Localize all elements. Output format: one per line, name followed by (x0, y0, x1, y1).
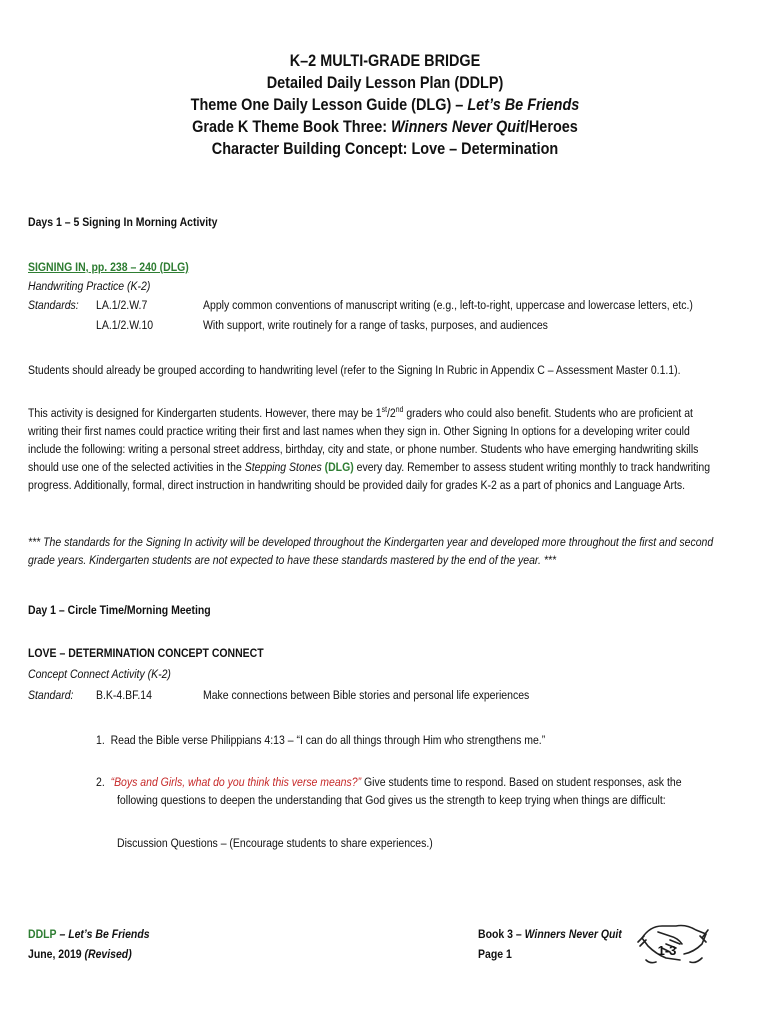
header-theme-name: Let’s Be Friends (467, 95, 580, 114)
standards-note-line-2: grade years. Kindergarten students are not expected to have these standards mastered by the end of the year. *** (28, 553, 557, 567)
activity-line-3: include the following: writing a personal street address, birthday, city and state, or phone number. Students who have emerging handwriting skills (28, 442, 699, 456)
footer-date: June, 2019 (28, 947, 85, 961)
header-line-5: Character Building Concept: Love – Determination (211, 139, 559, 158)
activity-line-1-b: graders who could also benefit. Students who are proficient at (403, 406, 693, 420)
dlg-reference: (DLG) (321, 460, 354, 474)
signing-in-title: SIGNING IN, pp. 238 – 240 (DLG) (28, 260, 189, 274)
header-line-2: Detailed Daily Lesson Plan (DDLP) (266, 73, 504, 92)
activity-line-1-mid: /2 (386, 406, 396, 420)
standard-text-2: With support, write routinely for a range of tasks, purposes, and audiences (203, 318, 548, 332)
standards-note (28, 533, 733, 569)
header-line-1: K–2 MULTI-GRADE BRIDGE (289, 51, 481, 70)
footer-left-line-1 (28, 924, 150, 944)
header-line-3 (54, 94, 716, 116)
standard-code-2: LA.1/2.W.10 (96, 318, 154, 332)
document-header (0, 50, 770, 160)
activity-line-1 (28, 404, 733, 422)
activity-line-4 (28, 458, 733, 476)
handshake-logo-icon (636, 912, 710, 974)
step-2-line-2: following questions to deepen the understanding that God gives us the strength to keep trying when things are difficult: (117, 793, 666, 807)
days-heading: Days 1 – 5 Signing In Morning Activity (28, 215, 218, 229)
day1-heading: Day 1 – Circle Time/Morning Meeting (28, 603, 211, 617)
header-line-4-text: Grade K Theme Book Three: (192, 117, 392, 136)
header-line-3-text: Theme One Daily Lesson Guide (DLG) – (190, 95, 468, 114)
footer-book: Book 3 – (478, 927, 525, 941)
footer-right-line-1 (478, 924, 622, 944)
concept-title: LOVE – DETERMINATION CONCEPT CONNECT (28, 646, 264, 660)
teacher-prompt: “Boys and Girls, what do you think this verse means?” (110, 775, 362, 789)
standards-label: Standards: (28, 298, 79, 312)
concept-subtitle: Concept Connect Activity (K-2) (28, 667, 171, 681)
step-2-text-a: Give students time to respond. Based on student responses, ask the (361, 775, 682, 789)
footer-page-number: Page 1 (478, 947, 512, 961)
concept-standard-label: Standard: (28, 688, 74, 702)
activity-line-5: progress. Additionally, formal, direct instruction in handwriting should be provided daily for grades K-2 as a part of phonics and Language Arts. (28, 478, 686, 492)
header-line-4 (54, 116, 716, 138)
logo-label: 1-3 (657, 943, 677, 958)
footer-left-line-2 (28, 944, 132, 964)
discussion-questions: Discussion Questions – (Encourage students to share experiences.) (117, 836, 433, 850)
signing-in-subtitle: Handwriting Practice (K-2) (28, 279, 151, 293)
activity-line-4-d: every day. Remember to assess student writing monthly to track handwriting (353, 460, 711, 474)
footer-ddlp: DDLP (28, 927, 57, 941)
step-1-number: 1. (96, 733, 105, 747)
grouped-note: Students should already be grouped according to handwriting level (refer to the Signing In Rubric in Appendix C – Assessment Master 0.1.1). (28, 363, 681, 377)
header-book-suffix: /Heroes (524, 117, 578, 136)
standard-text-1: Apply common conventions of manuscript writing (e.g., left-to-right, uppercase and lowercase letters, etc.) (203, 298, 693, 312)
standards-note-line-1: *** The standards for the Signing In activity will be developed throughout the Kindergarten year and developed more throughout the first and second (28, 535, 714, 549)
concept-standard-text: Make connections between Bible stories and personal life experiences (203, 688, 530, 702)
footer-book-title: Winners Never Quit (524, 927, 622, 941)
header-book-title: Winners Never Quit (391, 117, 525, 136)
standard-code-1: LA.1/2.W.7 (96, 298, 148, 312)
step-2 (96, 773, 682, 791)
step-2-number: 2. (96, 775, 105, 789)
activity-line-1-a: This activity is designed for Kindergarten students. However, there may be 1 (28, 406, 382, 420)
superscript-nd: nd (395, 404, 404, 414)
activity-paragraph (28, 404, 733, 494)
stepping-stones-title: Stepping Stones (244, 460, 322, 474)
superscript-st: st (381, 404, 387, 414)
activity-line-2: writing their first names could practice writing their first and last names when they sign in. Other Signing In options for a developing writer could (28, 424, 690, 438)
step-1-text: Read the Bible verse Philippians 4:13 – “I can do all things through Him who strengthens me.” (110, 733, 546, 747)
activity-line-4-a: should use one of the selected activities in the (28, 460, 245, 474)
footer-revised: (Revised) (84, 947, 132, 961)
footer-theme: – Let’s Be Friends (56, 927, 150, 941)
concept-standard-code: B.K-4.BF.14 (96, 688, 152, 702)
step-1 (96, 731, 545, 749)
